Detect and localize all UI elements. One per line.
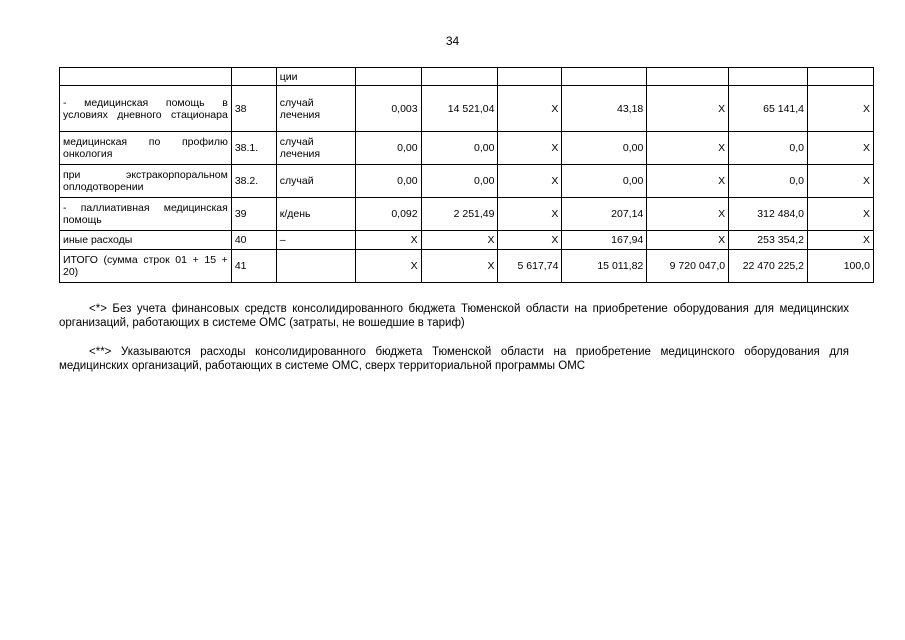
value-cell: 0,0	[729, 132, 808, 165]
value-cell: 2 251,49	[421, 198, 498, 231]
value-cell: 0,003	[355, 86, 421, 132]
value-cell: Х	[647, 198, 729, 231]
value-cell: 253 354,2	[729, 231, 808, 250]
value-cell: Х	[498, 231, 562, 250]
row-name-cell: медицинская по профилю онкология	[60, 132, 232, 165]
value-cell: Х	[498, 86, 562, 132]
row-name-cell	[60, 68, 232, 86]
value-cell: 0,00	[562, 132, 647, 165]
footnote-1-text: <*> Без учета финансовых средств консолидированного бюджета Тюменской области на приобретение оборудования для медицинских организаций, работающих в системе ОМС (затраты, не вошедшие в тариф)	[59, 303, 849, 329]
table-row	[60, 250, 874, 283]
row-name-cell: иные расходы	[60, 231, 232, 250]
row-code-cell: 41	[231, 250, 276, 283]
footnote-2-text: <**> Указываются расходы консолидированного бюджета Тюменской области на приобретение медицинского оборудования для медицинских организаций, работающих в системе ОМС, сверх территориальной программы ОМС	[59, 346, 849, 372]
value-cell: 0,092	[355, 198, 421, 231]
row-name-cell: - медицинская помощь в условиях дневного стационара	[60, 86, 232, 132]
value-cell: 207,14	[562, 198, 647, 231]
footnote-1	[59, 302, 849, 330]
value-cell: Х	[355, 231, 421, 250]
row-code-cell: 38	[231, 86, 276, 132]
row-code-cell	[231, 68, 276, 86]
footnote-2	[59, 345, 849, 373]
page-number: 34	[445, 34, 460, 48]
table-row	[60, 86, 874, 132]
value-cell: Х	[355, 250, 421, 283]
value-cell: 43,18	[562, 86, 647, 132]
value-cell: 100,0	[808, 250, 874, 283]
value-cell: 167,94	[562, 231, 647, 250]
value-cell: Х	[498, 132, 562, 165]
table-row	[60, 68, 874, 86]
value-cell: 65 141,4	[729, 86, 808, 132]
value-cell	[808, 68, 874, 86]
row-code-cell: 39	[231, 198, 276, 231]
unit-cell: случай	[276, 165, 355, 198]
value-cell: 5 617,74	[498, 250, 562, 283]
financing-table	[59, 67, 874, 283]
value-cell	[729, 68, 808, 86]
value-cell: Х	[498, 198, 562, 231]
unit-cell: –	[276, 231, 355, 250]
value-cell: 0,00	[421, 132, 498, 165]
table-row	[60, 132, 874, 165]
value-cell: 22 470 225,2	[729, 250, 808, 283]
value-cell: 312 484,0	[729, 198, 808, 231]
value-cell: Х	[808, 86, 874, 132]
value-cell: Х	[647, 165, 729, 198]
row-code-cell: 40	[231, 231, 276, 250]
value-cell: 9 720 047,0	[647, 250, 729, 283]
value-cell: 0,0	[729, 165, 808, 198]
value-cell: 0,00	[355, 165, 421, 198]
value-cell: Х	[808, 165, 874, 198]
unit-cell: к/день	[276, 198, 355, 231]
value-cell: 14 521,04	[421, 86, 498, 132]
value-cell: Х	[421, 250, 498, 283]
unit-cell: ции	[276, 68, 355, 86]
value-cell: Х	[808, 231, 874, 250]
table-row	[60, 165, 874, 198]
value-cell: 0,00	[421, 165, 498, 198]
value-cell: Х	[647, 231, 729, 250]
value-cell: Х	[498, 165, 562, 198]
value-cell	[498, 68, 562, 86]
table-body	[60, 68, 874, 283]
value-cell: Х	[647, 132, 729, 165]
value-cell: Х	[808, 198, 874, 231]
table-row	[60, 231, 874, 250]
row-name-cell: ИТОГО (сумма строк 01 + 15 + 20)	[60, 250, 232, 283]
value-cell	[421, 68, 498, 86]
value-cell: 0,00	[355, 132, 421, 165]
value-cell: Х	[421, 231, 498, 250]
row-name-cell: при экстракорпоральном оплодотворении	[60, 165, 232, 198]
row-code-cell: 38.2.	[231, 165, 276, 198]
row-name-cell: - паллиативная медицинская помощь	[60, 198, 232, 231]
value-cell: Х	[808, 132, 874, 165]
value-cell: 0,00	[562, 165, 647, 198]
value-cell: 15 011,82	[562, 250, 647, 283]
value-cell	[562, 68, 647, 86]
row-code-cell: 38.1.	[231, 132, 276, 165]
value-cell: Х	[647, 86, 729, 132]
unit-cell	[276, 250, 355, 283]
unit-cell: случай лечения	[276, 86, 355, 132]
value-cell	[355, 68, 421, 86]
table-row	[60, 198, 874, 231]
unit-cell: случай лечения	[276, 132, 355, 165]
value-cell	[647, 68, 729, 86]
